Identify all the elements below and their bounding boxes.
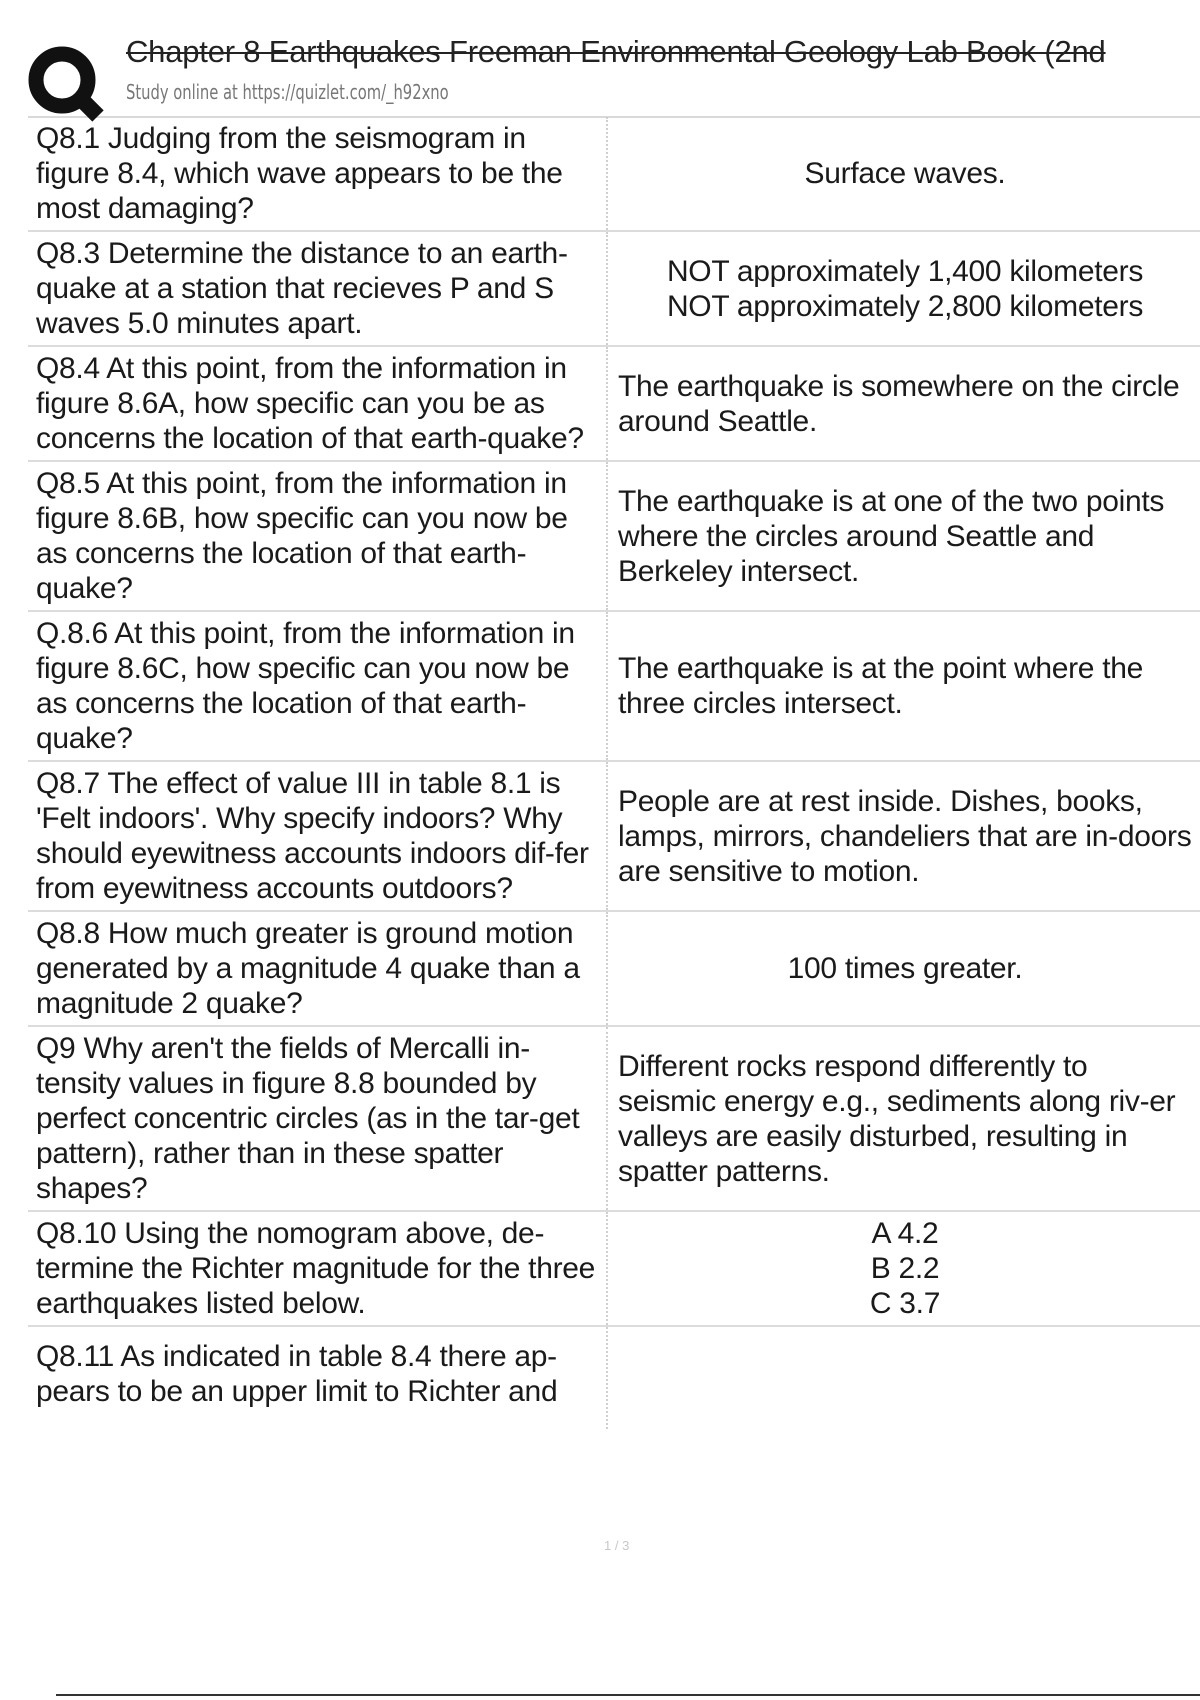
flashcard-definition xyxy=(608,347,1200,460)
flashcard-definition-text: 100 times greater. xyxy=(787,952,1023,985)
flashcard-row xyxy=(28,1027,1200,1212)
flashcard-row xyxy=(28,462,1200,612)
flashcard-row xyxy=(28,232,1200,347)
flashcard-term: Q8.3 Determine the distance to an earth-quake at a station that recieves P and S waves 5.0 minutes apart. xyxy=(28,232,608,345)
flashcard-row xyxy=(28,1327,1200,1429)
flashcard-definition xyxy=(608,462,1200,610)
flashcard-definition xyxy=(608,117,1200,230)
flashcard-row xyxy=(28,612,1200,762)
flashcard-definition xyxy=(608,762,1200,910)
flashcard-term: Q.8.6 At this point, from the information in figure 8.6C, how specific can you now be as concerns the location of that earth-quake? xyxy=(28,612,608,760)
flashcard-definition xyxy=(608,1027,1200,1210)
document-title: Chapter 8 Earthquakes Freeman Environmental Geology Lab Book (2nd xyxy=(126,34,1106,69)
flashcard-definition xyxy=(608,1327,1200,1429)
flashcard-definition xyxy=(608,612,1200,760)
flashcard-row xyxy=(28,1212,1200,1327)
document-header xyxy=(28,28,1200,118)
flashcard-definition-text: Different rocks respond differently to seismic energy e.g., sediments along riv-er valleys are easily disturbed, resulting in spatter patterns. xyxy=(618,1049,1176,1188)
flashcard-row xyxy=(28,912,1200,1027)
flashcard-definition-text: A 4.2 B 2.2 C 3.7 xyxy=(869,1217,941,1320)
flashcard-definition-text: The earthquake is at the point where the three circles intersect. xyxy=(618,652,1144,720)
flashcard-definition xyxy=(608,232,1200,345)
flashcard-row xyxy=(28,117,1200,232)
flashcard-definition-text: NOT approximately 1,400 kilometers NOT approximately 2,800 kilometers xyxy=(666,254,1144,323)
flashcard-term: Q8.11 As indicated in table 8.4 there ap-pears to be an upper limit to Richter and xyxy=(28,1327,608,1429)
flashcard-definition-text: The earthquake is somewhere on the circle around Seattle. xyxy=(618,369,1180,438)
flashcard-table xyxy=(28,117,1200,1429)
flashcard-row xyxy=(28,347,1200,462)
flashcard-term: Q8.1 Judging from the seismogram in figure 8.4, which wave appears to be the most damaging? xyxy=(28,117,608,230)
flashcard-term: Q8.4 At this point, from the information in figure 8.6A, how specific can you be as concerns the location of that earth-quake? xyxy=(28,347,608,460)
quizlet-logo-icon xyxy=(28,36,138,124)
bottom-divider xyxy=(56,1694,1200,1696)
flashcard-definition-text: The earthquake is at one of the two points where the circles around Seattle and Berkeley intersect. xyxy=(618,484,1165,588)
flashcard-term: Q8.10 Using the nomogram above, de-termine the Richter magnitude for the three earthquakes listed below. xyxy=(28,1212,608,1325)
flashcard-term: Q8.8 How much greater is ground motion generated by a magnitude 4 quake than a magnitude 2 quake? xyxy=(28,912,608,1025)
flashcard-row xyxy=(28,762,1200,912)
study-online-link[interactable]: Study online at https://quizlet.com/_h92xno xyxy=(126,80,449,104)
flashcard-definition-text: Surface waves. xyxy=(804,157,1006,190)
flashcard-term: Q8.7 The effect of value III in table 8.1 is 'Felt indoors'. Why specify indoors? Why should eyewitness accounts indoors dif-fer from eyewitness accounts outdoors? xyxy=(28,762,608,910)
flashcard-term: Q8.5 At this point, from the information in figure 8.6B, how specific can you now be as concerns the location of that earth-quake? xyxy=(28,462,608,610)
flashcard-definition-text: People are at rest inside. Dishes, books, lamps, mirrors, chandeliers that are in-doors are sensitive to motion. xyxy=(618,784,1192,888)
page-number: 1 / 3 xyxy=(604,1538,630,1553)
flashcard-definition xyxy=(608,1212,1200,1325)
flashcard-term: Q9 Why aren't the fields of Mercalli in-tensity values in figure 8.8 bounded by perfect concentric circles (as in the tar-get pattern), rather than in these spatter shapes? xyxy=(28,1027,608,1210)
flashcard-definition xyxy=(608,912,1200,1025)
